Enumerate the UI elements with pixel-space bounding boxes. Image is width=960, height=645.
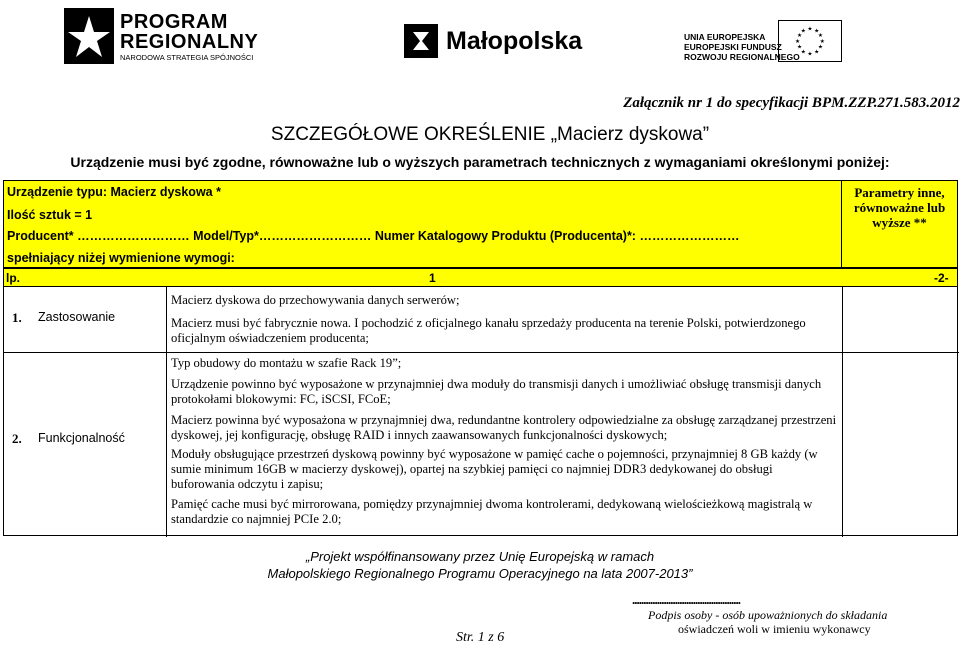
eu-logo	[660, 14, 870, 74]
document-title: SZCZEGÓŁOWE OKREŚLENIE „Macierz dyskowa”	[270, 124, 710, 145]
table-row-2-content	[167, 353, 843, 537]
program-regionalny-logo	[64, 6, 264, 68]
malopolska-emblem-icon	[404, 24, 438, 58]
col-2: -2-	[934, 271, 949, 285]
svg-text:★: ★	[796, 44, 803, 51]
document-subtitle: Urządzenie musi być zgodne, równoważne lub o wyższych parametrach technicznych z wymaganiami określonymi poniżej:	[70, 154, 890, 170]
eu-flag-icon	[778, 20, 842, 62]
table-row-1-content	[167, 287, 843, 353]
alt-params-label: Parametry inne, równoważne lub wyższe **	[853, 185, 946, 230]
column-header-row	[3, 268, 958, 287]
project-line-1: „Projekt współfinansowany przez Unię Europejską w ramach	[305, 549, 655, 564]
producer-line: Producent* ……………………… Model/Typ*……………………… Numer Katalogowy Produktu (Producenta)*: ……………………	[7, 229, 740, 243]
row-1-number: 1.	[12, 310, 22, 325]
table-row-2-alt	[843, 353, 959, 537]
svg-text:★: ★	[807, 51, 813, 58]
signature-dots: ................................................	[632, 592, 740, 607]
row-2-item-3: Macierz powinna być wyposażona w przynajmniej dwa, redundantne kontrolery odpowiedzialne za obsługę zarządzanej przestrzeni dyskowej, jej konfigurację, obsługę RAID i innych zaawansowanych funkcjonalności dyskowych;	[171, 413, 837, 442]
table-row-1-label	[4, 287, 167, 353]
table-row-2-label	[4, 353, 167, 537]
svg-text:★: ★	[817, 44, 824, 51]
malopolska-text: Małopolska	[446, 27, 583, 55]
row-2-item-5: Pamięć cache musi być mirrorowana, pomiędzy przynajmniej dwoma kontrolerami, dedykowaną wielościeżkową magistralą w standardzie co najmniej PCIe 2.0;	[171, 497, 813, 526]
logo-strategia-text: NARODOWA STRATEGIA SPÓJNOŚCI	[120, 53, 254, 62]
svg-text:★: ★	[814, 28, 820, 35]
spec-table	[3, 286, 958, 536]
logo-program-text: PROGRAM	[120, 11, 228, 33]
row-2-name: Funkcjonalność	[38, 431, 125, 445]
row-2-number: 2.	[12, 431, 22, 446]
requirements-note: spełniający niżej wymienione wymogi:	[7, 251, 235, 265]
logo-regionalny-text: REGIONALNY	[120, 31, 259, 53]
svg-text:★: ★	[795, 38, 801, 45]
signature-caption-1: Podpis osoby - osób upoważnionych do składania	[648, 608, 888, 622]
attachment-reference: Załącznik nr 1 do specyfikacji BPM.ZZP.271.583.2012	[623, 95, 960, 111]
row-1-item-1: Macierz dyskowa do przechowywania danych serwerów;	[171, 293, 460, 307]
malopolska-logo	[404, 22, 584, 62]
col-1: 1	[429, 271, 436, 285]
project-line-2: Małopolskiego Regionalnego Programu Operacyjnego na lata 2007-2013”	[267, 566, 693, 581]
eu-line3: ROZWOJU REGIONALNEGO	[684, 52, 800, 62]
svg-text:★: ★	[817, 33, 824, 40]
row-1-item-2: Macierz musi być fabrycznie nowa. I pochodzić z oficjalnego kanału sprzedaży producenta na terenie Polski, potwierdzonego oficjalnym oświadczeniem producenta;	[171, 316, 806, 345]
svg-text:★: ★	[800, 28, 806, 35]
row-2-item-4: Moduły obsługujące przestrzeń dyskową powinny być wyposażone w pamięć cache o pojemności, przynajmniej 8 GB każdy (w sumie minimum 16GB w macierzy dyskowej), opartej na szybkiej pamięci co najmniej DDR3 dedykowanej do obsługi buforowania odczytu i zapisu;	[171, 447, 818, 491]
page-number: Str. 1 z 6	[456, 630, 505, 645]
project-footer	[200, 548, 760, 582]
col-lp: lp.	[6, 271, 20, 285]
row-2-item-2: Urządzenie powinno być wyposażone w przynajmniej dwa moduły do transmisji danych i umożliwiać obsługę transmisji danych protokołami blokowymi: FC, iSCSI, FCoE;	[171, 377, 822, 406]
svg-text:★: ★	[807, 26, 813, 33]
eu-line2: EUROPEJSKI FUNDUSZ	[684, 42, 782, 52]
table-row-1-alt	[843, 287, 959, 353]
alt-params-header	[841, 180, 958, 268]
row-1-name: Zastosowanie	[38, 310, 116, 324]
eu-line1: UNIA EUROPEJSKA	[684, 32, 766, 42]
row-2-item-1: Typ obudowy do montażu w szafie Rack 19”;	[171, 356, 402, 370]
device-type: Urządzenie typu: Macierz dyskowa *	[7, 185, 221, 199]
svg-text:★: ★	[819, 38, 825, 45]
signature-caption-2: oświadczeń woli w imieniu wykonawcy	[678, 622, 871, 636]
svg-text:★: ★	[800, 49, 806, 56]
device-header	[3, 180, 842, 268]
quantity: Ilość sztuk = 1	[7, 208, 93, 222]
program-regionalny-star-icon	[64, 8, 114, 64]
svg-text:★: ★	[796, 33, 803, 40]
svg-text:★: ★	[814, 49, 820, 56]
